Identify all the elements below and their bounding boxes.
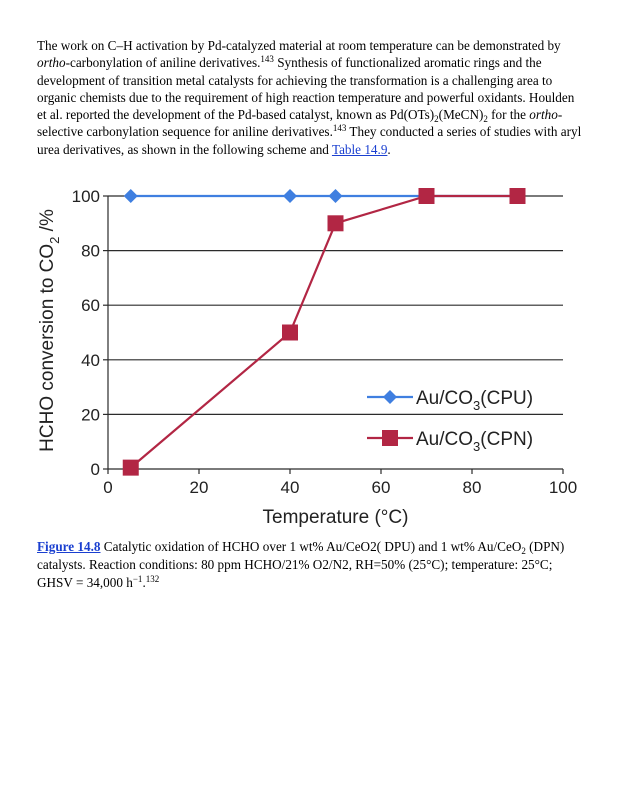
data-point: [510, 188, 526, 204]
paragraph-text: -selective carbonylation sequence for aniline derivatives.: [37, 107, 563, 140]
reference-superscript[interactable]: 143: [260, 54, 274, 65]
y-tick-label: 60: [81, 296, 100, 316]
data-point: [419, 188, 435, 204]
x-tick-label: 0: [103, 478, 113, 497]
x-tick-label: 40: [280, 478, 300, 497]
superscript: −1: [132, 574, 143, 584]
x-tick-label: 60: [371, 478, 391, 497]
y-tick-label: 0: [90, 460, 100, 479]
subscript: 2: [521, 546, 526, 556]
paragraph-text: The work on C–H activation by Pd-catalyzed material at room temperature can be demonstrated by: [37, 38, 561, 53]
x-tick-label: 100: [548, 478, 578, 497]
data-point: [328, 215, 344, 231]
subscript: 2: [434, 114, 439, 125]
paragraph-emphasis: ortho: [37, 55, 66, 71]
y-axis-label: HCHO conversion to $CO_2$ /%: [37, 209, 62, 452]
y-tick-label: 100: [71, 187, 100, 206]
x-tick-label: 80: [462, 478, 482, 497]
paragraph-text: -carbonylation of aniline derivatives.: [65, 55, 261, 71]
data-point: [329, 189, 343, 203]
paragraph-text: Synthesis of functionalized aromatic rings and the development of transition metal catalysts for achieving the transformation is a challenging area to organic chemists due to the requirement of high reaction temperature and powerful oxidants. Houlden et al. reported the development of the Pd-based catalyst, known as Pd(OTs): [37, 55, 575, 123]
reference-superscript[interactable]: 143: [332, 123, 347, 134]
caption-text: .: [142, 575, 146, 590]
paragraph-text: (MeCN): [438, 107, 484, 123]
caption-text: (DPN) catalysts. Reaction conditions: 80 ppm HCHO/21% O2/N2, RH=50% (25°C); temperature: 25°C; GHSV = 34,000 h: [37, 539, 565, 590]
data-point: [123, 460, 139, 476]
legend-marker: [383, 390, 397, 404]
data-point: [283, 189, 297, 203]
paragraph-emphasis: ortho: [529, 107, 558, 123]
paragraph-text: .: [387, 141, 391, 157]
legend-marker: [382, 430, 398, 446]
x-axis-label: Temperature (°C): [262, 507, 409, 528]
paragraph-text: for the: [487, 107, 530, 123]
series-line-2: [131, 196, 518, 468]
x-tick-label: 20: [189, 478, 209, 497]
table-link[interactable]: Table 14.9: [331, 141, 388, 157]
reference-superscript[interactable]: 132: [145, 574, 160, 584]
caption-text: Catalytic oxidation of HCHO over 1 wt% Au/CeO2( DPU) and 1 wt% Au/CeO: [100, 539, 522, 554]
legend-label: $Au/CO_3(CPU)$: [416, 388, 534, 413]
legend-label: $Au/CO_3(CPN)$: [416, 429, 534, 454]
subscript: 2: [483, 114, 488, 125]
figure-link[interactable]: Figure 14.8: [37, 539, 101, 554]
y-tick-label: 40: [81, 350, 100, 370]
paragraph-text: They conducted a series of studies with aryl urea derivatives, as shown in the following scheme and: [37, 124, 582, 157]
y-tick-label: 20: [81, 405, 100, 425]
y-tick-label: 80: [81, 241, 100, 261]
data-point: [282, 325, 298, 341]
data-point: [124, 189, 138, 203]
figure-caption: [37, 538, 585, 592]
